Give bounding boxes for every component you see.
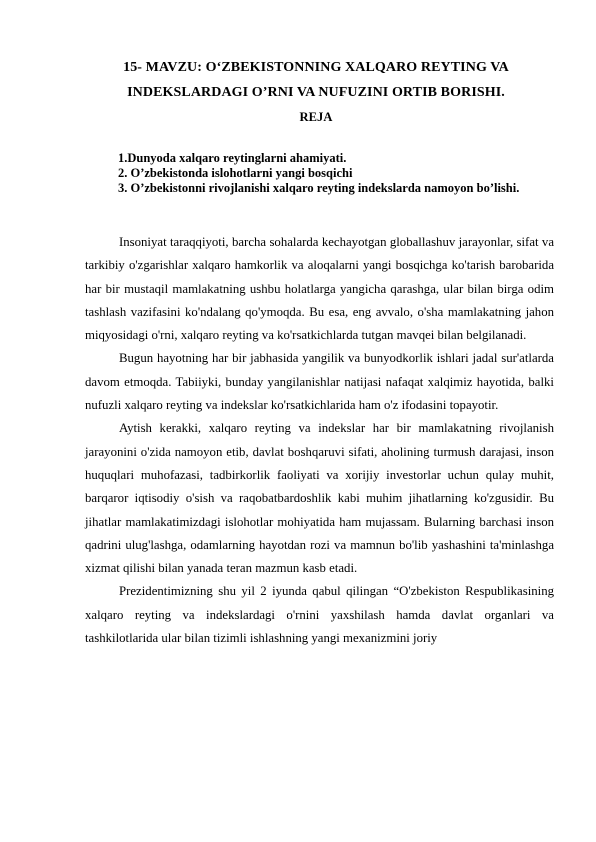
paragraph-3: Aytish kerakki, xalqaro reyting va indekslar har bir mamlakatning rivojlanish jarayonini o'zida namoyon etib, davlat boshqaruvi sifati, aholining turmush darajasi, inson huquqlari muhofazasi, tadbirkorlik faoliyati va xorijiy investorlar uchun qulay muhit, barqaror iqtisodiy o'sish va raqobatbardoshlik kabi muhim jihatlarning ko'zgusidir. Bu jihatlar mamlakatimizdagi islohotlar mohiyatida ham mujassam. Bularning barchasi inson qadrini ulug'lashga, odamlarning hayotdan rozi va mamnun bo'lib yashashini ta'minlashga xizmat qilishi bilan yanada teran mazmun kasb etadi. xyxy=(85,421,554,576)
document-title-line-1: 15- MAVZU: O‘ZBEKISTONNING XALQARO REYTING VA xyxy=(123,60,509,75)
plan-item-2: 2. O’zbekistonda islohotlarni yangi bosqichi xyxy=(118,166,353,180)
paragraph-1: Insoniyat taraqqiyoti, barcha sohalarda kechayotgan globallashuv jarayonlar, sifat va tarkibiy o'zgarishlar xalqaro hamkorlik va aloqalarni yangi bosqichga ko'tarish barobarida har bir mustaqil mamlakatning ushbu holatlarga yangicha qarashga, ular bilan birga odim tashlash vazifasini ko'ndalang qo'ymoqda. Bu esa, eng avvalo, o'sha mamlakatning jahon miqyosidagi o'rni, xalqaro reyting va ko'rsatkichlarda tutgan mavqei bilan belgilanadi. xyxy=(85,235,554,343)
body-text xyxy=(85,231,554,650)
paragraph-4: Prezidentimizning shu yil 2 iyunda qabul qilingan “O'zbekiston Respublikasining xalqaro reyting va indekslardagi o'rnini yaxshilash hamda davlat organlari va tashkilotlarida ular bilan tizimli ishlashning yangi mexanizmini joriy xyxy=(85,584,554,646)
plan-heading: REJA xyxy=(299,110,333,124)
plan-item-3: 3. O’zbekistonni rivojlanishi xalqaro reyting indekslarda namoyon bo’lishi. xyxy=(118,181,520,195)
document-title-line-2: INDEKSLARDAGI O’RNI VA NUFUZINI ORTIB BORISHI. xyxy=(127,85,505,100)
plan-item-1: 1.Dunyoda xalqaro reytinglarni ahamiyati. xyxy=(118,151,347,165)
paragraph-2: Bugun hayotning har bir jabhasida yangilik va bunyodkorlik ishlari jadal sur'atlarda davom etmoqda. Tabiiyki, bunday yangilanishlar natijasi nafaqat xalqimiz hayotida, balki nufuzli xalqaro reyting va indekslar ko'rsatkichlarida ham o'z ifodasini topayotir. xyxy=(85,351,554,413)
